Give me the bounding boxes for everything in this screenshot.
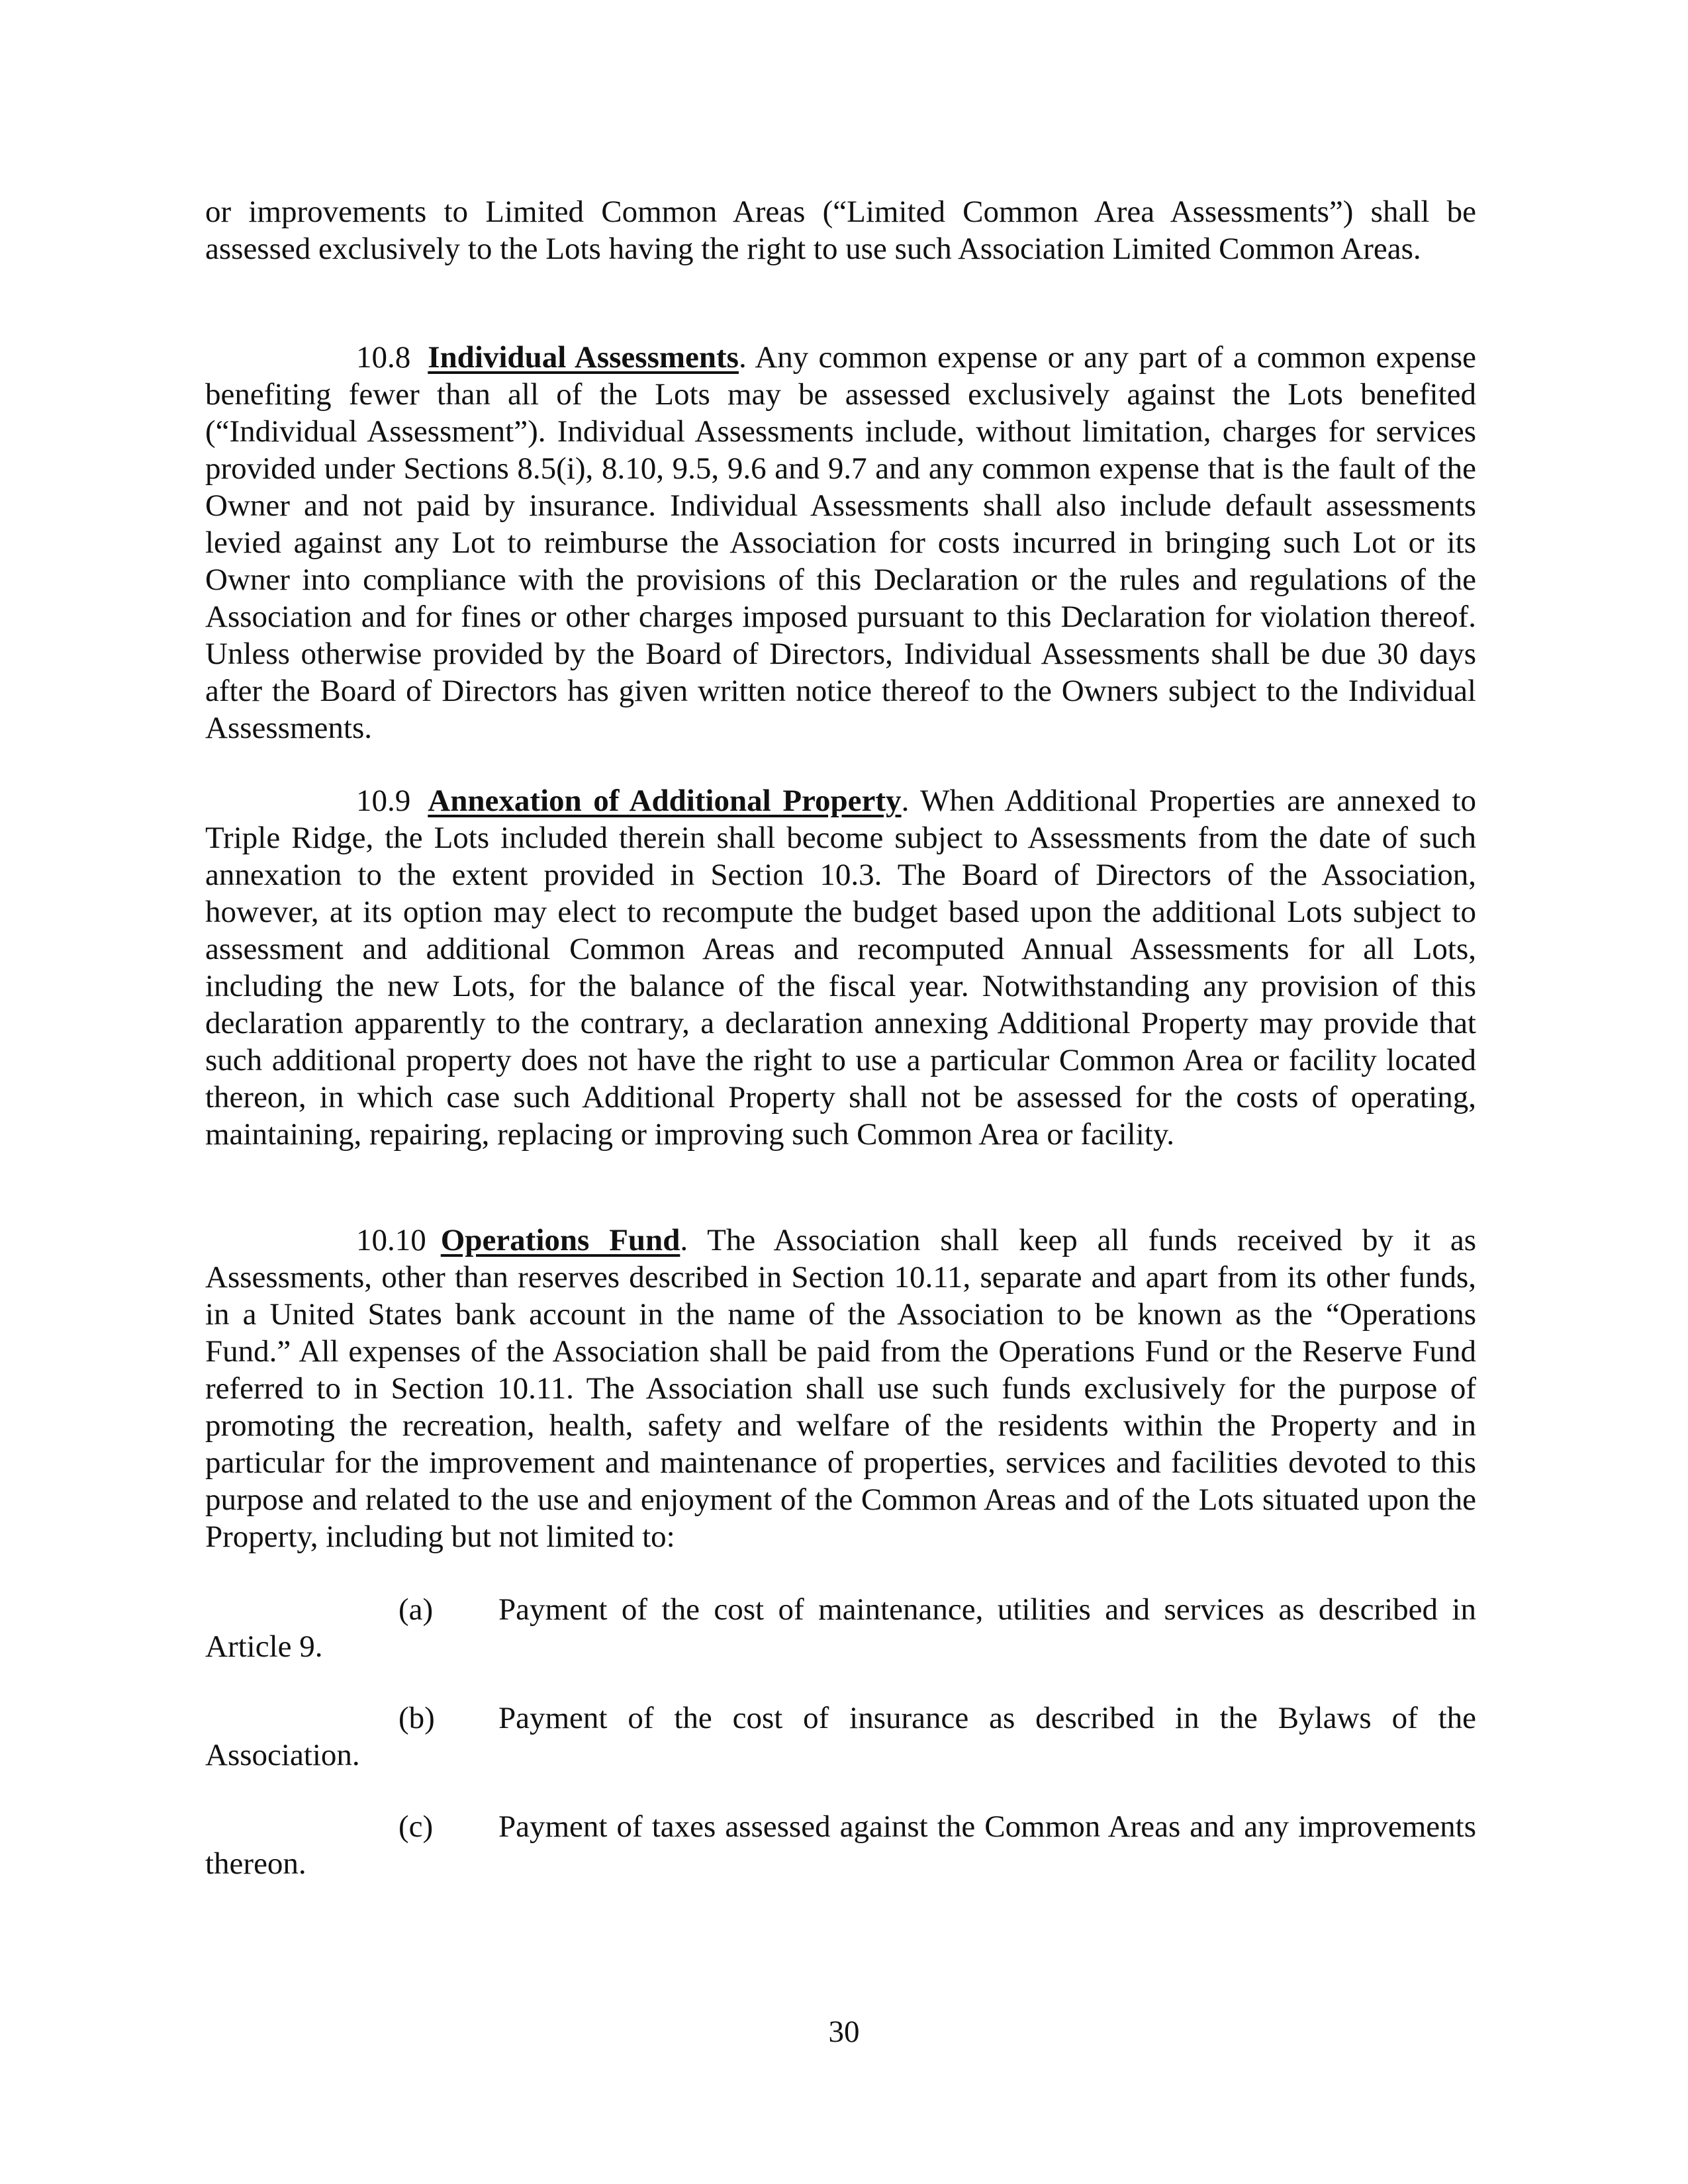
section-heading: Annexation of Additional Property (428, 784, 902, 818)
section-body: When Additional Properties are annexed to Triple Ridge, the Lots included therein shall become subject to Assessments from the date of such annexation to the extent provided in Section 10.3. The Board of Directors of the Association, however, at its option may elect to recompute the budget based upon the additional Lots subject to assessment and additional Common Areas and recomputed Annual Assessments for all Lots, including the new Lots, for the balance of the fiscal year. Notwithstanding any provision of this declaration apparently to the contrary, a declaration annexing Additional Property may provide that such additional property does not have the right to use a particular Common Area or facility located thereon, in which case such Additional Property shall not be assessed for the costs of operating, maintaining, repairing, replacing or improving such Common Area or facility. (205, 784, 1477, 1152)
list-item (205, 1700, 1476, 1774)
page-number: 30 (828, 2015, 860, 2049)
list-item-label: (c) (399, 1809, 434, 1844)
list-item (205, 1591, 1476, 1665)
section-heading: Individual Assessments (428, 340, 739, 375)
section-number: 10.9 (356, 784, 411, 818)
list-item-text: Payment of the cost of maintenance, utilities and services as described in Article 9. (205, 1592, 1476, 1664)
section-10-9 (205, 782, 1476, 1153)
intro-paragraph: or improvements to Limited Common Areas (“Limited Common Area Assessments”) shall be assessed exclusively to the Lots having the right to use such Association Limited Common Areas. (205, 195, 1476, 266)
list-item (205, 1808, 1476, 1882)
section-heading: Operations Fund (440, 1223, 680, 1257)
section-body: Any common expense or any part of a common expense benefiting fewer than all of the Lots may be assessed exclusively against the Lots benefited (“Individual Assessment”). Individual Assessments include, without limitation, charges for services provided under Sections 8.5(i), 8.10, 9.5, 9.6 and 9.7 and any common expense that is the fault of the Owner and not paid by insurance. Individual Assessments shall also include default assessments levied against any Lot to reimburse the Association for costs incurred in bringing such Lot or its Owner into compliance with the provisions of this Declaration or the rules and regulations of the Association and for fines or other charges imposed pursuant to this Declaration for violation thereof. Unless otherwise provided by the Board of Directors, Individual Assessments shall be due 30 days after the Board of Directors has given written notice thereof to the Owners subject to the Individual Assessments. (205, 340, 1476, 745)
heading-period: . (901, 784, 910, 818)
section-number: 10.10 (356, 1223, 426, 1257)
heading-period: . (738, 340, 747, 375)
section-number: 10.8 (356, 340, 411, 375)
list-item-label: (b) (399, 1701, 435, 1735)
section-10-8 (205, 339, 1476, 747)
section-10-10 (205, 1222, 1476, 1555)
list-item-text: Payment of taxes assessed against the Common Areas and any improvements thereon. (205, 1809, 1476, 1881)
heading-period: . (680, 1223, 688, 1257)
section-body: The Association shall keep all funds received by it as Assessments, other than reserves described in Section 10.11, separate and apart from its other funds, in a United States bank account in the name of the Association to be known as the “Operations Fund.” All expenses of the Association shall be paid from the Operations Fund or the Reserve Fund referred to in Section 10.11. The Association shall use such funds exclusively for the purpose of promoting the recreation, health, safety and welfare of the residents within the Property and in particular for the improvement and maintenance of properties, services and facilities devoted to this purpose and related to the use and enjoyment of the Common Areas and of the Lots situated upon the Property, including but not limited to: (205, 1223, 1476, 1554)
list-item-text: Payment of the cost of insurance as described in the Bylaws of the Association. (205, 1701, 1476, 1772)
list-item-label: (a) (399, 1592, 434, 1627)
